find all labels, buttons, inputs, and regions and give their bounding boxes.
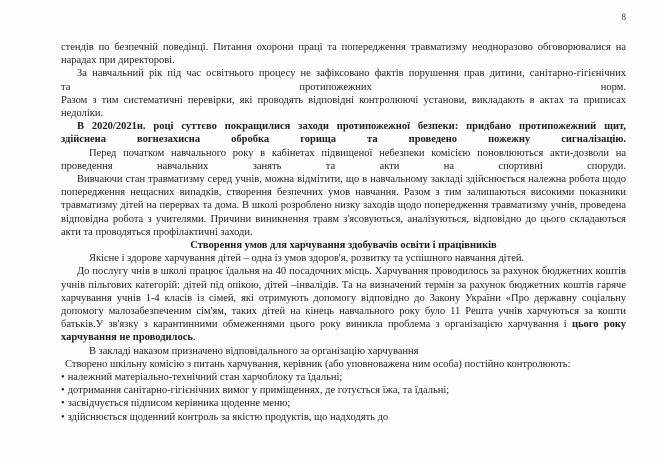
text-run: . (192, 332, 196, 344)
bullet-item (61, 397, 626, 410)
paragraph (61, 147, 626, 160)
word: споруди. (587, 160, 626, 172)
justified-spread-line (61, 160, 626, 173)
word: на (443, 160, 455, 172)
paragraph (61, 252, 626, 265)
paragraph (61, 358, 626, 371)
bullet-text: засвідчується підписом керівника щоденне меню; (67, 398, 291, 410)
word: спортивні (498, 160, 543, 172)
text-run: Перед початком навчального року в кабінетах підвищеної небезпеки комісією поновлюються акти-дозволи на (89, 147, 626, 159)
word: пожежну (488, 134, 531, 146)
word: та (367, 134, 378, 146)
text-run: стендів по безпечній поведінці. Питання охорони праці та попередження травматизму неодноразово обговорювалися на нарадах при директорові. (61, 42, 626, 67)
text-run: Разом з тим систематичні перевірки, які проводять відповідні контролюючі установи, викладають в актах та приписах недоліки. (61, 94, 626, 120)
text-run: До послугу чнів в школі працює їдальня на 40 посадочних місць. Харчування проводилось за рахунок бюджетних коштів учнів пільгових категорій: дітей під опікою, дітей –інвалідів. Та на визначений термін за рахунок бюджетних коштів гаряче харчування учнів 1-4 класів із сімей, які отримують допомогу відповідно до Закону України «Про державну соціальну допомогу малозабезпеченим сім'ям, таких дітей на кінець навчального року було 11 Решта учнів харчуються за кошти батьків.У зв'язку з карантинними обмеженнями цього року виникла проблема з організацією харчування і (61, 266, 626, 331)
word: вогнезахисна (137, 134, 201, 146)
word: проведено (408, 134, 457, 146)
bullet-icon: • (61, 398, 65, 410)
bullet-item (61, 384, 626, 397)
word: та (61, 81, 71, 93)
text-run: За навчальний рік під час освітнього процесу не зафіксовано фактів порушення прав дитини, санітарно-гігієнічних (77, 68, 626, 80)
word: занять (252, 160, 282, 172)
word: протипожежних (299, 81, 372, 93)
paragraph (61, 94, 626, 120)
paragraph (61, 41, 626, 67)
word: норм. (600, 81, 626, 93)
word: акти (379, 160, 400, 172)
bullet-icon: • (61, 385, 65, 397)
text-run: В закладі наказом призначено відповідального за організацію харчування (89, 345, 419, 357)
text-run: В 2020/2021н. році суттєво покращилися заходи протипожежної безпеки: придбано протипожежний щит, (77, 121, 626, 133)
bullet-icon: • (61, 411, 65, 423)
bullet-text: належний матеріально-технічний стан харчоблоку та їдальні; (67, 372, 343, 384)
text-run: Вивчаючи стан травматизму серед учнів, можна відмітити, що в навчальному закладі здійснюється належна робота щодо попередження нещасних випадків, створення безпечних умов навчання. Разом з тим залишаються високими показники травматизму дітей на перервах та дома. В школі розроблено низку заходів щодо попередження травматизму учнів, проведена відповідна робота з учителями. Причини виникнення травм з'ясовуються, аналізуються, відповідно до цього складаються акти та проводяться профілактичні заходи. (61, 174, 626, 238)
justified-spread-line (61, 133, 626, 146)
section-heading: Створення умов для харчування здобувачів освіти і працівників (190, 240, 497, 252)
paragraph (61, 67, 626, 80)
word: обробка (231, 134, 270, 146)
paragraph (61, 120, 626, 133)
text-run: Якісне і здорове харчування дітей – одна із умов здоров'я, розвитку та успішного навчання дітей. (89, 253, 525, 265)
paragraph (61, 265, 626, 344)
word: проведення (61, 160, 113, 172)
bullet-item (61, 371, 626, 384)
bullet-text: здійснюється щоденний контроль за якістю продуктів, що надходять до (67, 411, 389, 423)
page-number: 8 (621, 12, 626, 22)
bullet-icon: • (61, 372, 65, 384)
bullet-text: дотримання санітарно-гігієнічних вимог у приміщеннях, де готується їжа, та їдальні; (67, 385, 450, 397)
document-body (61, 41, 626, 424)
word: та (325, 160, 336, 172)
paragraph (61, 173, 626, 239)
word: здійснена (61, 134, 106, 146)
word: навчальних (156, 160, 209, 172)
text-run: цього року харчування не проводилось (61, 319, 626, 344)
bullet-item (61, 411, 626, 424)
word: горища (300, 134, 336, 146)
justified-spread-line (61, 81, 626, 94)
paragraph (61, 345, 626, 358)
word: сигналізацію. (561, 134, 626, 146)
text-run: Створено шкільну комісію з питань харчування, керівник (або уповноважена ним особа) постійно контролюють: (65, 358, 571, 370)
